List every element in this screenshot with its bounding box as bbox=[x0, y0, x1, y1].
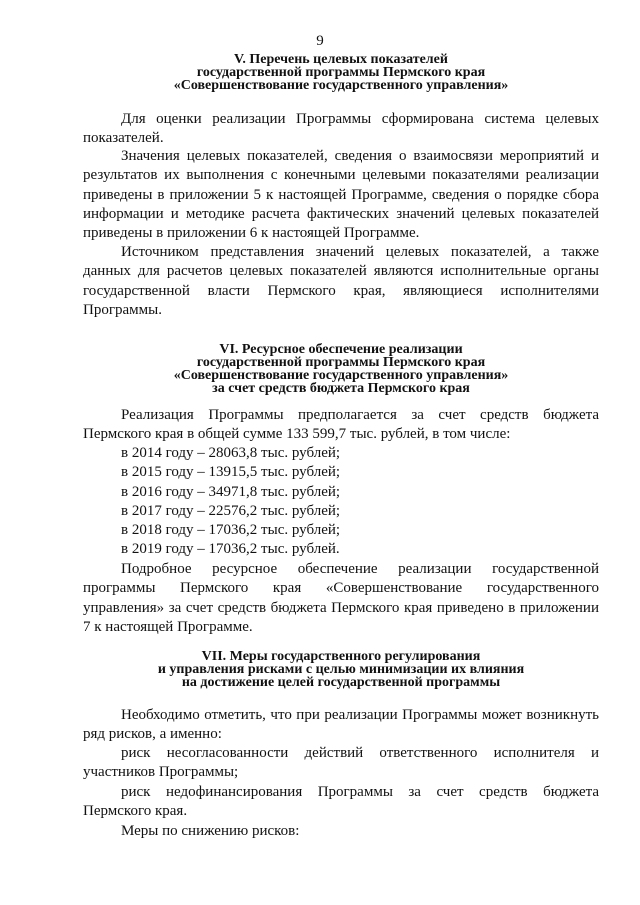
funding-year-item: в 2015 году – 13915,5 тыс. рублей; bbox=[121, 464, 341, 481]
funding-year-item: в 2017 году – 22576,2 тыс. рублей; bbox=[121, 502, 341, 519]
funding-by-year-list bbox=[83, 444, 599, 560]
section-5-title-line-1: V. Перечень целевых показателей bbox=[234, 52, 448, 67]
section-5-paragraph-2: Значения целевых показателей, сведения о взаимосвязи мероприятий и результатов их выполнения с конечными целевыми показателями реализации приведены в приложении 5 к настоящей Программе, сведения о порядке сбора информации и методике расчета фактических значений целевых показателей приведены в приложении 6 к настоящей Программе. bbox=[83, 148, 599, 242]
page-number: 9 bbox=[316, 33, 324, 49]
section-6-intro: Реализация Программы предполагается за счет средств бюджета Пермского края в общей сумме 133 599,7 тыс. рублей, в том числе: bbox=[83, 407, 599, 443]
funding-year-item: в 2014 году – 28063,8 тыс. рублей; bbox=[121, 445, 341, 461]
funding-year-item: в 2019 году – 17036,2 тыс. рублей. bbox=[121, 541, 340, 558]
section-6-title bbox=[83, 343, 599, 395]
section-5-title-line-2: государственной программы Пермского края bbox=[196, 65, 486, 80]
section-6-title-line-3: «Совершенствование государственного управления» bbox=[173, 368, 509, 383]
section-7-title-line-2: и управления рисками с целью минимизации их влияния bbox=[157, 662, 525, 677]
funding-year-item: в 2018 году – 17036,2 тыс. рублей; bbox=[121, 522, 341, 539]
section-6-details: Подробное ресурсное обеспечение реализации государственной программы Пермского края «Совершенствование государственного управления» за счет средств бюджета Пермского края приведено в приложении 7 к настоящей Программе. bbox=[83, 561, 599, 635]
section-7-intro: Необходимо отметить, что при реализации Программы может возникнуть ряд рисков, а именно: bbox=[83, 707, 599, 743]
section-5-title-line-3: «Совершенствование государственного управления» bbox=[173, 78, 509, 93]
section-5-paragraph-3: Источником представления значений целевых показателей, а также данных для расчетов целевых показателей являются исполнительные органы государственной власти Пермского края, являющиеся исполнителями Программы. bbox=[83, 244, 599, 318]
section-7-title bbox=[83, 650, 599, 689]
section-5-title bbox=[83, 53, 599, 92]
section-6-title-line-1: VI. Ресурсное обеспечение реализации bbox=[219, 342, 463, 357]
section-7-title-line-1: VII. Меры государственного регулирования bbox=[201, 649, 481, 664]
section-7-title-line-3: на достижение целей государственной программы bbox=[181, 675, 501, 690]
section-5-paragraph-1: Для оценки реализации Программы сформирована система целевых показателей. bbox=[83, 111, 599, 147]
section-6-title-line-2: государственной программы Пермского края bbox=[196, 355, 486, 370]
risk-item: риск несогласованности действий ответственного исполнителя и участников Программы; bbox=[83, 745, 599, 781]
section-7-measures: Меры по снижению рисков: bbox=[121, 823, 300, 839]
funding-year-item: в 2016 году – 34971,8 тыс. рублей; bbox=[121, 483, 341, 500]
section-6-title-line-4: за счет средств бюджета Пермского края bbox=[212, 381, 470, 396]
risk-item: риск недофинансирования Программы за счет средств бюджета Пермского края. bbox=[83, 784, 599, 820]
